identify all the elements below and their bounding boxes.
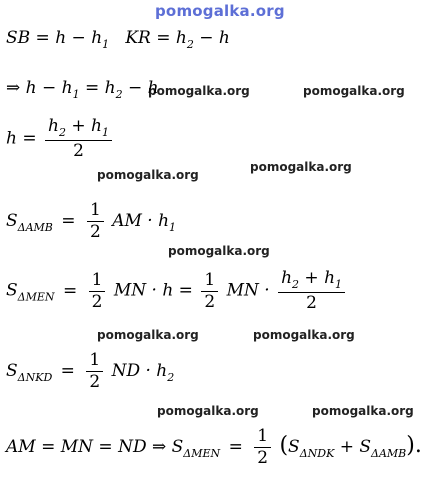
open-paren: ( [279, 433, 289, 458]
fraction-denominator: 2 [73, 141, 84, 161]
fraction [45, 118, 112, 160]
var-h: h [281, 268, 293, 288]
formula-sb: SB = h − h [6, 28, 103, 48]
fraction [201, 269, 218, 312]
fraction-numerator [278, 270, 345, 293]
formula-implication [6, 80, 159, 100]
fraction [86, 352, 103, 391]
formula-h-lhs: h = [6, 128, 37, 149]
equals-sign: = [62, 280, 78, 301]
watermark: pomogalka.org [250, 160, 352, 174]
subscript: 2 [115, 88, 123, 101]
fraction-numerator: 1 [86, 352, 103, 372]
subscript: ΔNKD [17, 371, 53, 384]
fraction-denominator: 2 [91, 291, 103, 312]
formula-conclusion [6, 428, 422, 467]
fraction-numerator: 1 [87, 202, 104, 222]
subscript: 2 [186, 38, 194, 51]
fraction-numerator: 1 [254, 428, 271, 448]
var-h: h [48, 116, 59, 136]
area-symbol: S [6, 280, 18, 301]
formula-s-men [6, 270, 348, 312]
fraction-numerator [45, 118, 112, 141]
watermark: pomogalka.org [97, 168, 199, 182]
watermark: pomogalka.org [168, 244, 270, 258]
subscript: 1 [102, 38, 110, 51]
equals-sign: = [60, 361, 75, 381]
subscript: ΔAMB [17, 221, 53, 234]
formula-implication-mid: = h [79, 78, 116, 98]
area-symbol: S [6, 211, 18, 231]
watermark: pomogalka.org [97, 328, 199, 342]
plus-h: + h [299, 268, 336, 288]
formula-sb-kr [6, 30, 230, 50]
subscript: ΔAMB [371, 447, 407, 460]
watermark: pomogalka.org [312, 404, 414, 418]
watermark: pomogalka.org [148, 84, 250, 98]
fraction [87, 202, 104, 241]
fraction-numerator: 1 [89, 272, 106, 292]
formula-implication-start: ⇒ h − h [6, 78, 73, 98]
fraction-denominator: 2 [89, 222, 101, 242]
formula-implication-end: − h [122, 78, 159, 98]
formula-conclusion-start: AM = MN = ND ⇒ S [6, 437, 184, 457]
area-symbol: S [288, 437, 300, 457]
formula-rhs: AM · h [112, 211, 170, 231]
watermark: pomogalka.org [253, 328, 355, 342]
formula-mid: MN · h = [113, 280, 193, 301]
fraction-numerator: 1 [201, 272, 218, 292]
subscript: 1 [335, 278, 343, 291]
formula-h [6, 118, 115, 160]
fraction-denominator: 2 [204, 291, 216, 312]
subscript: 2 [292, 278, 300, 291]
watermark: pomogalka.org [157, 404, 259, 418]
close-paren: ). [406, 433, 422, 458]
watermark: pomogalka.org [303, 84, 405, 98]
subscript: 1 [101, 126, 109, 139]
fraction-denominator: 2 [306, 293, 317, 313]
formula-mn: MN · [226, 280, 270, 301]
formula-s-amb [6, 202, 176, 241]
fraction-denominator: 2 [89, 372, 101, 392]
subscript: ΔMEN [17, 290, 55, 304]
equals-sign: = [61, 211, 76, 231]
subscript: ΔMEN [183, 447, 221, 460]
fraction [89, 269, 106, 312]
subscript: ΔNDK [299, 447, 335, 460]
subscript: 2 [58, 126, 66, 139]
fraction [278, 270, 345, 312]
equals-sign: = [228, 437, 243, 457]
area-symbol: S [6, 361, 18, 381]
fraction [254, 428, 271, 467]
formula-s-nkd [6, 352, 174, 391]
subscript: 1 [72, 88, 80, 101]
plus-area: + S [334, 437, 372, 457]
watermark-top: pomogalka.org [155, 2, 285, 20]
formula-rhs: ND · h [111, 361, 168, 381]
formula-kr: KR = h [125, 28, 187, 48]
formula-kr-end: − h [193, 28, 230, 48]
subscript: 2 [167, 371, 175, 384]
subscript: 1 [169, 221, 177, 234]
plus-h: + h [65, 116, 102, 136]
fraction-denominator: 2 [257, 448, 269, 468]
